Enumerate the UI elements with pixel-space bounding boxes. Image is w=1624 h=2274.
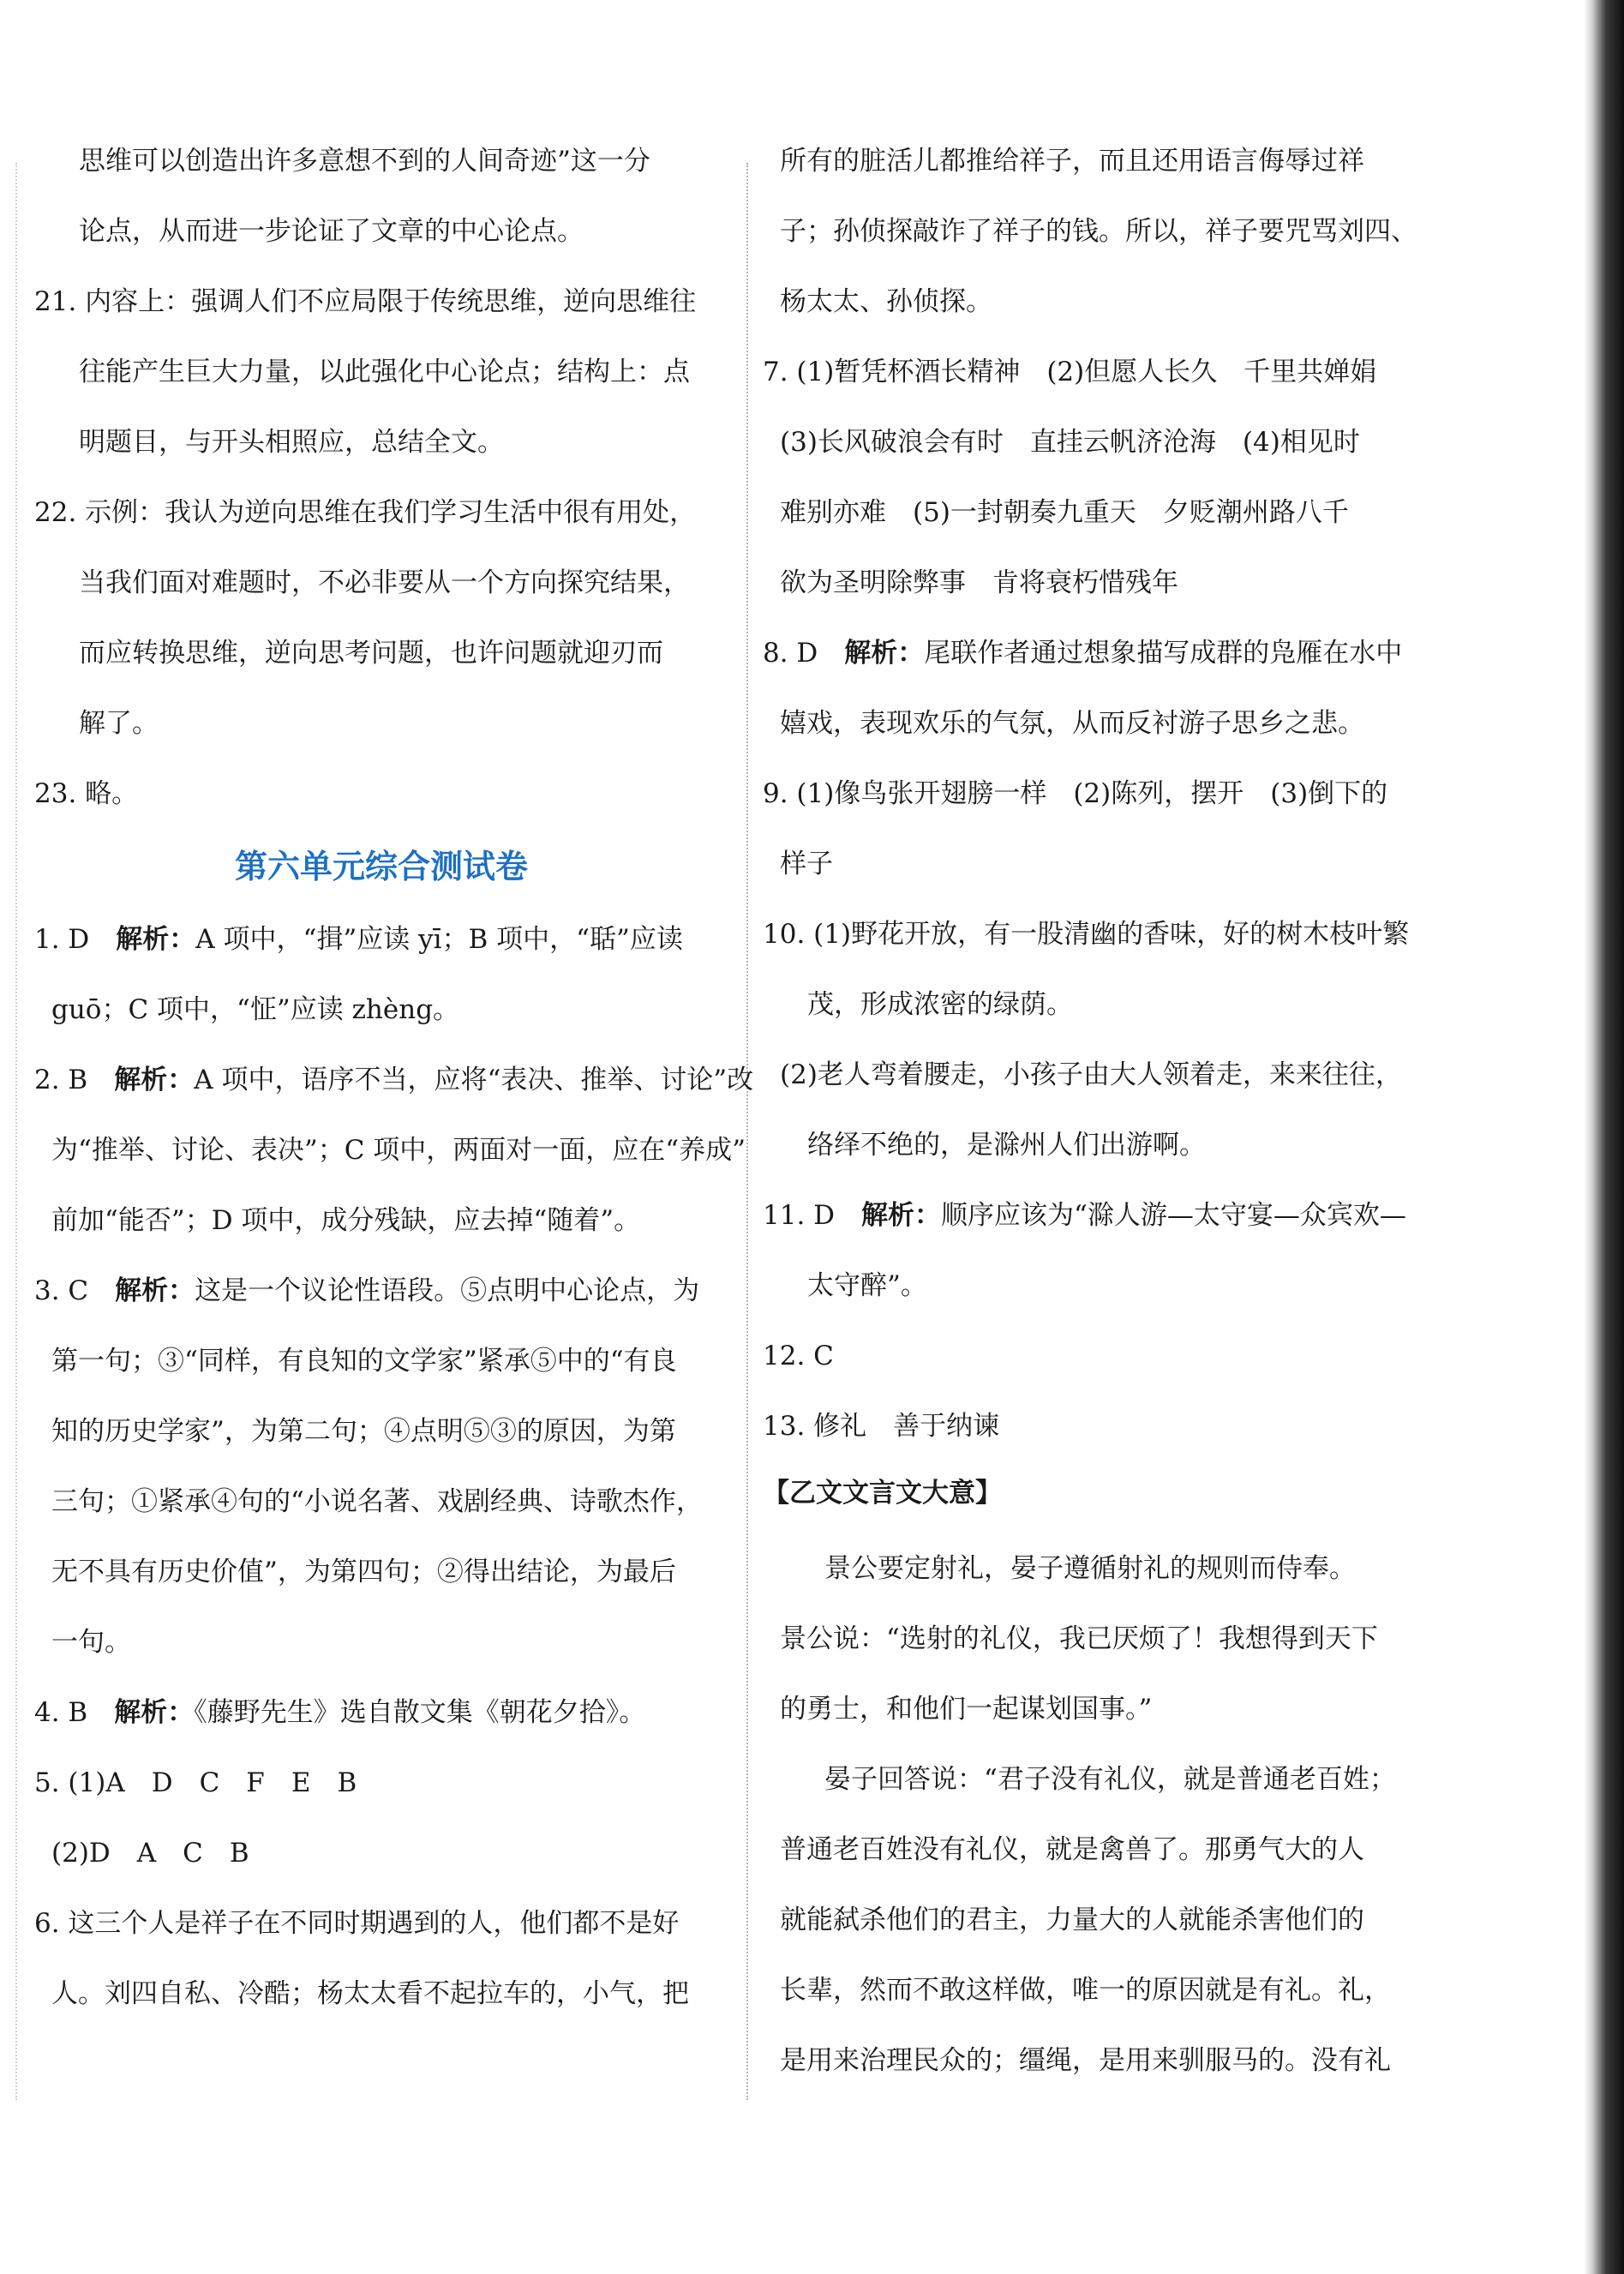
analysis-label: 解析： [114,1697,195,1728]
line-text: 子；孙侦探敲诈了祥子的钱。所以，祥子要咒骂刘四、 [780,216,1417,247]
text-line [34,636,728,670]
line-text: 12. C [763,1341,834,1371]
text-line [34,425,728,459]
line-text: (2)D A C B [51,1838,249,1869]
text-line [34,214,728,249]
line-text: 三句；①紧承④句的“小说名著、戏剧经典、诗歌杰作， [51,1486,703,1517]
text-line [34,1063,754,1097]
line-text: 茂，形成浓密的绿荫。 [807,989,1073,1020]
text-line [763,1058,1457,1092]
line-text: 13. 修礼 善于纳谏 [763,1411,1000,1442]
line-text: 人。刘四自私、冷酷；杨太太看不起拉车的，小气，把 [51,1978,689,2009]
line-text: A 项中，“揖”应读 yī；B 项中，“聒”应读 [195,924,683,955]
line-text: 10. (1)野花开放，有一股清幽的香味，好的树木枝叶繁 [763,919,1410,950]
line-text: 太守醉”。 [807,1270,927,1301]
line-text: 络绎不绝的，是滁州人们出游啊。 [807,1130,1206,1161]
text-line [763,566,1457,600]
text-line [763,495,1457,530]
line-text: 景公说：“选射的礼仪，我已厌烦了！我想得到天下 [780,1623,1378,1654]
line-text: 的勇士，和他们一起谋划国事。” [780,1694,1153,1725]
line-text: 第一句；③“同样，有良知的文学家”紧承⑤中的“有良 [51,1346,677,1377]
text-line [34,1977,728,2011]
text-line [763,1409,1457,1443]
left-margin-rule [15,163,17,2100]
text-line [34,922,728,957]
text-line [763,1128,1457,1162]
text-line [34,706,728,741]
line-text: 欲为圣明除弊事 肯将衰朽惜残年 [780,567,1178,598]
text-line [34,355,728,389]
column-divider [746,163,748,2100]
line-text: 就能弑杀他们的君主，力量大的人就能杀害他们的 [780,1905,1364,1935]
line-text: 长辈，然而不敢这样做，唯一的原因就是有礼。礼， [780,1975,1391,2006]
line-text: 普通老百姓没有礼仪，就是禽兽了。那勇气大的人 [780,1834,1364,1865]
text-line [763,636,1457,670]
text-line [763,1973,1457,2007]
text-line [34,495,728,530]
line-text: 当我们面对难题时，不必非要从一个方向探究结果， [79,567,690,598]
line-text: 5. (1)A D C F E B [34,1767,357,1798]
line-text: 一句。 [51,1627,131,1658]
text-line [34,1344,728,1378]
answer-number: 1. D [34,924,117,955]
text-line [763,1339,1457,1373]
line-text: 前加“能否”；D 项中，成分残缺，应去掉“随着”。 [51,1205,641,1236]
text-line [763,777,1457,811]
text-line [763,1762,1457,1797]
line-text: 而应转换思维，逆向思考问题，也许问题就迎刃而 [79,638,663,669]
text-line [763,285,1457,319]
line-text: 明题目，与开头相照应，总结全文。 [79,427,504,458]
answer-number: 8. D [763,638,845,669]
text-line [763,144,1457,178]
text-line [763,1833,1457,1867]
text-line [34,1485,728,1519]
line-text: 22. 示例：我认为逆向思维在我们学习生活中很有用处， [34,497,697,528]
text-line [34,1274,728,1308]
line-text: 难别亦难 (5)一封朝奏九重天 夕贬潮州路八千 [780,497,1349,528]
line-text: 21. 内容上：强调人们不应局限于传统思维，逆向思维往 [34,286,697,317]
line-text: (3)长风破浪会有时 直挂云帆济沧海 (4)相见时 [780,427,1360,458]
line-text: 为“推举、讨论、表决”；C 项中，两面对一面，应在“养成” [51,1135,746,1166]
line-text: 《藤野先生》选自散文集《朝花夕拾》。 [194,1697,646,1728]
line-text: 23. 略。 [34,778,139,809]
line-text: 知的历史学家”，为第二句；④点明⑤③的原因，为第 [51,1416,676,1447]
text-line [34,1625,728,1659]
analysis-label: 解析： [114,1065,195,1095]
line-text: 这是一个议论性语段。⑤点明中心论点，为 [195,1275,700,1306]
analysis-label: 解析： [116,924,196,955]
text-line [763,706,1457,741]
text-line [763,1692,1457,1726]
text-line [763,917,1457,951]
translation-section-title: 【乙文文言文大意】 [763,1478,1002,1509]
text-line [763,355,1457,389]
text-line [763,987,1457,1022]
text-line [34,1695,728,1730]
line-text: 往能产生巨大力量，以此强化中心论点；结构上：点 [79,357,690,387]
answer-number: 4. B [34,1697,115,1728]
text-line [763,1551,1457,1586]
line-text: 无不具有历史价值”，为第四句；②得出结论，为最后 [51,1557,676,1587]
line-text: 景公要定射礼，晏子遵循射礼的规则而侍奉。 [824,1553,1356,1584]
line-text: 嬉戏，表现欢乐的气氛，从而反衬游子思乡之悲。 [780,708,1364,739]
line-text: 是用来治理民众的；缰绳，是用来驯服马的。没有礼 [780,2045,1391,2076]
text-line [34,285,728,319]
text-line [34,993,728,1027]
line-text: guō；C 项中，“怔”应读 zhèng。 [51,994,460,1025]
line-text: 解了。 [79,708,159,739]
line-text: 所有的脏活儿都推给祥子，而且还用语言侮辱过祥 [780,146,1364,177]
text-line [763,425,1457,459]
text-line [763,1903,1457,1937]
text-line [763,847,1457,881]
line-text: 晏子回答说：“君子没有礼仪，就是普通老百姓； [824,1764,1396,1795]
text-line [763,214,1457,249]
line-text: 7. (1)暂凭杯酒长精神 (2)但愿人长久 千里共婵娟 [763,357,1377,387]
text-line [34,1906,728,1941]
text-line [34,1414,728,1449]
analysis-label: 解析： [844,638,925,669]
text-line [763,1269,1457,1303]
text-line [763,2043,1457,2078]
line-text: 论点，从而进一步论证了文章的中心论点。 [79,216,584,247]
text-line [34,566,728,600]
text-line [34,777,728,811]
line-text: (2)老人弯着腰走，小孩子由大人领着走，来来往往， [780,1059,1402,1090]
line-text: 6. 这三个人是祥子在不同时期遇到的人，他们都不是好 [34,1908,680,1939]
line-text: 思维可以创造出许多意想不到的人间奇迹”这一分 [79,146,650,177]
line-text: 顺序应该为“滁人游—太守宴—众宾欢— [941,1200,1406,1231]
text-line [34,1133,746,1167]
line-text: 样子 [780,849,833,879]
line-text: 杨太太、孙侦探。 [780,286,992,317]
scan-edge-shadow [1584,0,1624,2274]
text-line [34,1766,728,1800]
text-line [34,144,728,178]
analysis-label: 解析： [115,1275,195,1306]
text-line [34,1203,728,1238]
text-line [34,1555,728,1589]
line-text: A 项中，语序不当，应将“表决、推举、讨论”改 [194,1065,754,1095]
text-line [763,1622,1457,1656]
line-text: 尾联作者通过想象描写成群的凫雁在水中 [924,638,1403,669]
unit-test-heading: 第六单元综合测试卷 [234,848,528,885]
analysis-label: 解析： [861,1200,942,1231]
text-line [763,1198,1457,1233]
answer-number: 11. D [763,1200,862,1231]
text-line [34,1836,728,1870]
answer-number: 3. C [34,1275,116,1306]
line-text: 9. (1)像鸟张开翅膀一样 (2)陈列，摆开 (3)倒下的 [763,778,1388,809]
answer-number: 2. B [34,1065,115,1095]
